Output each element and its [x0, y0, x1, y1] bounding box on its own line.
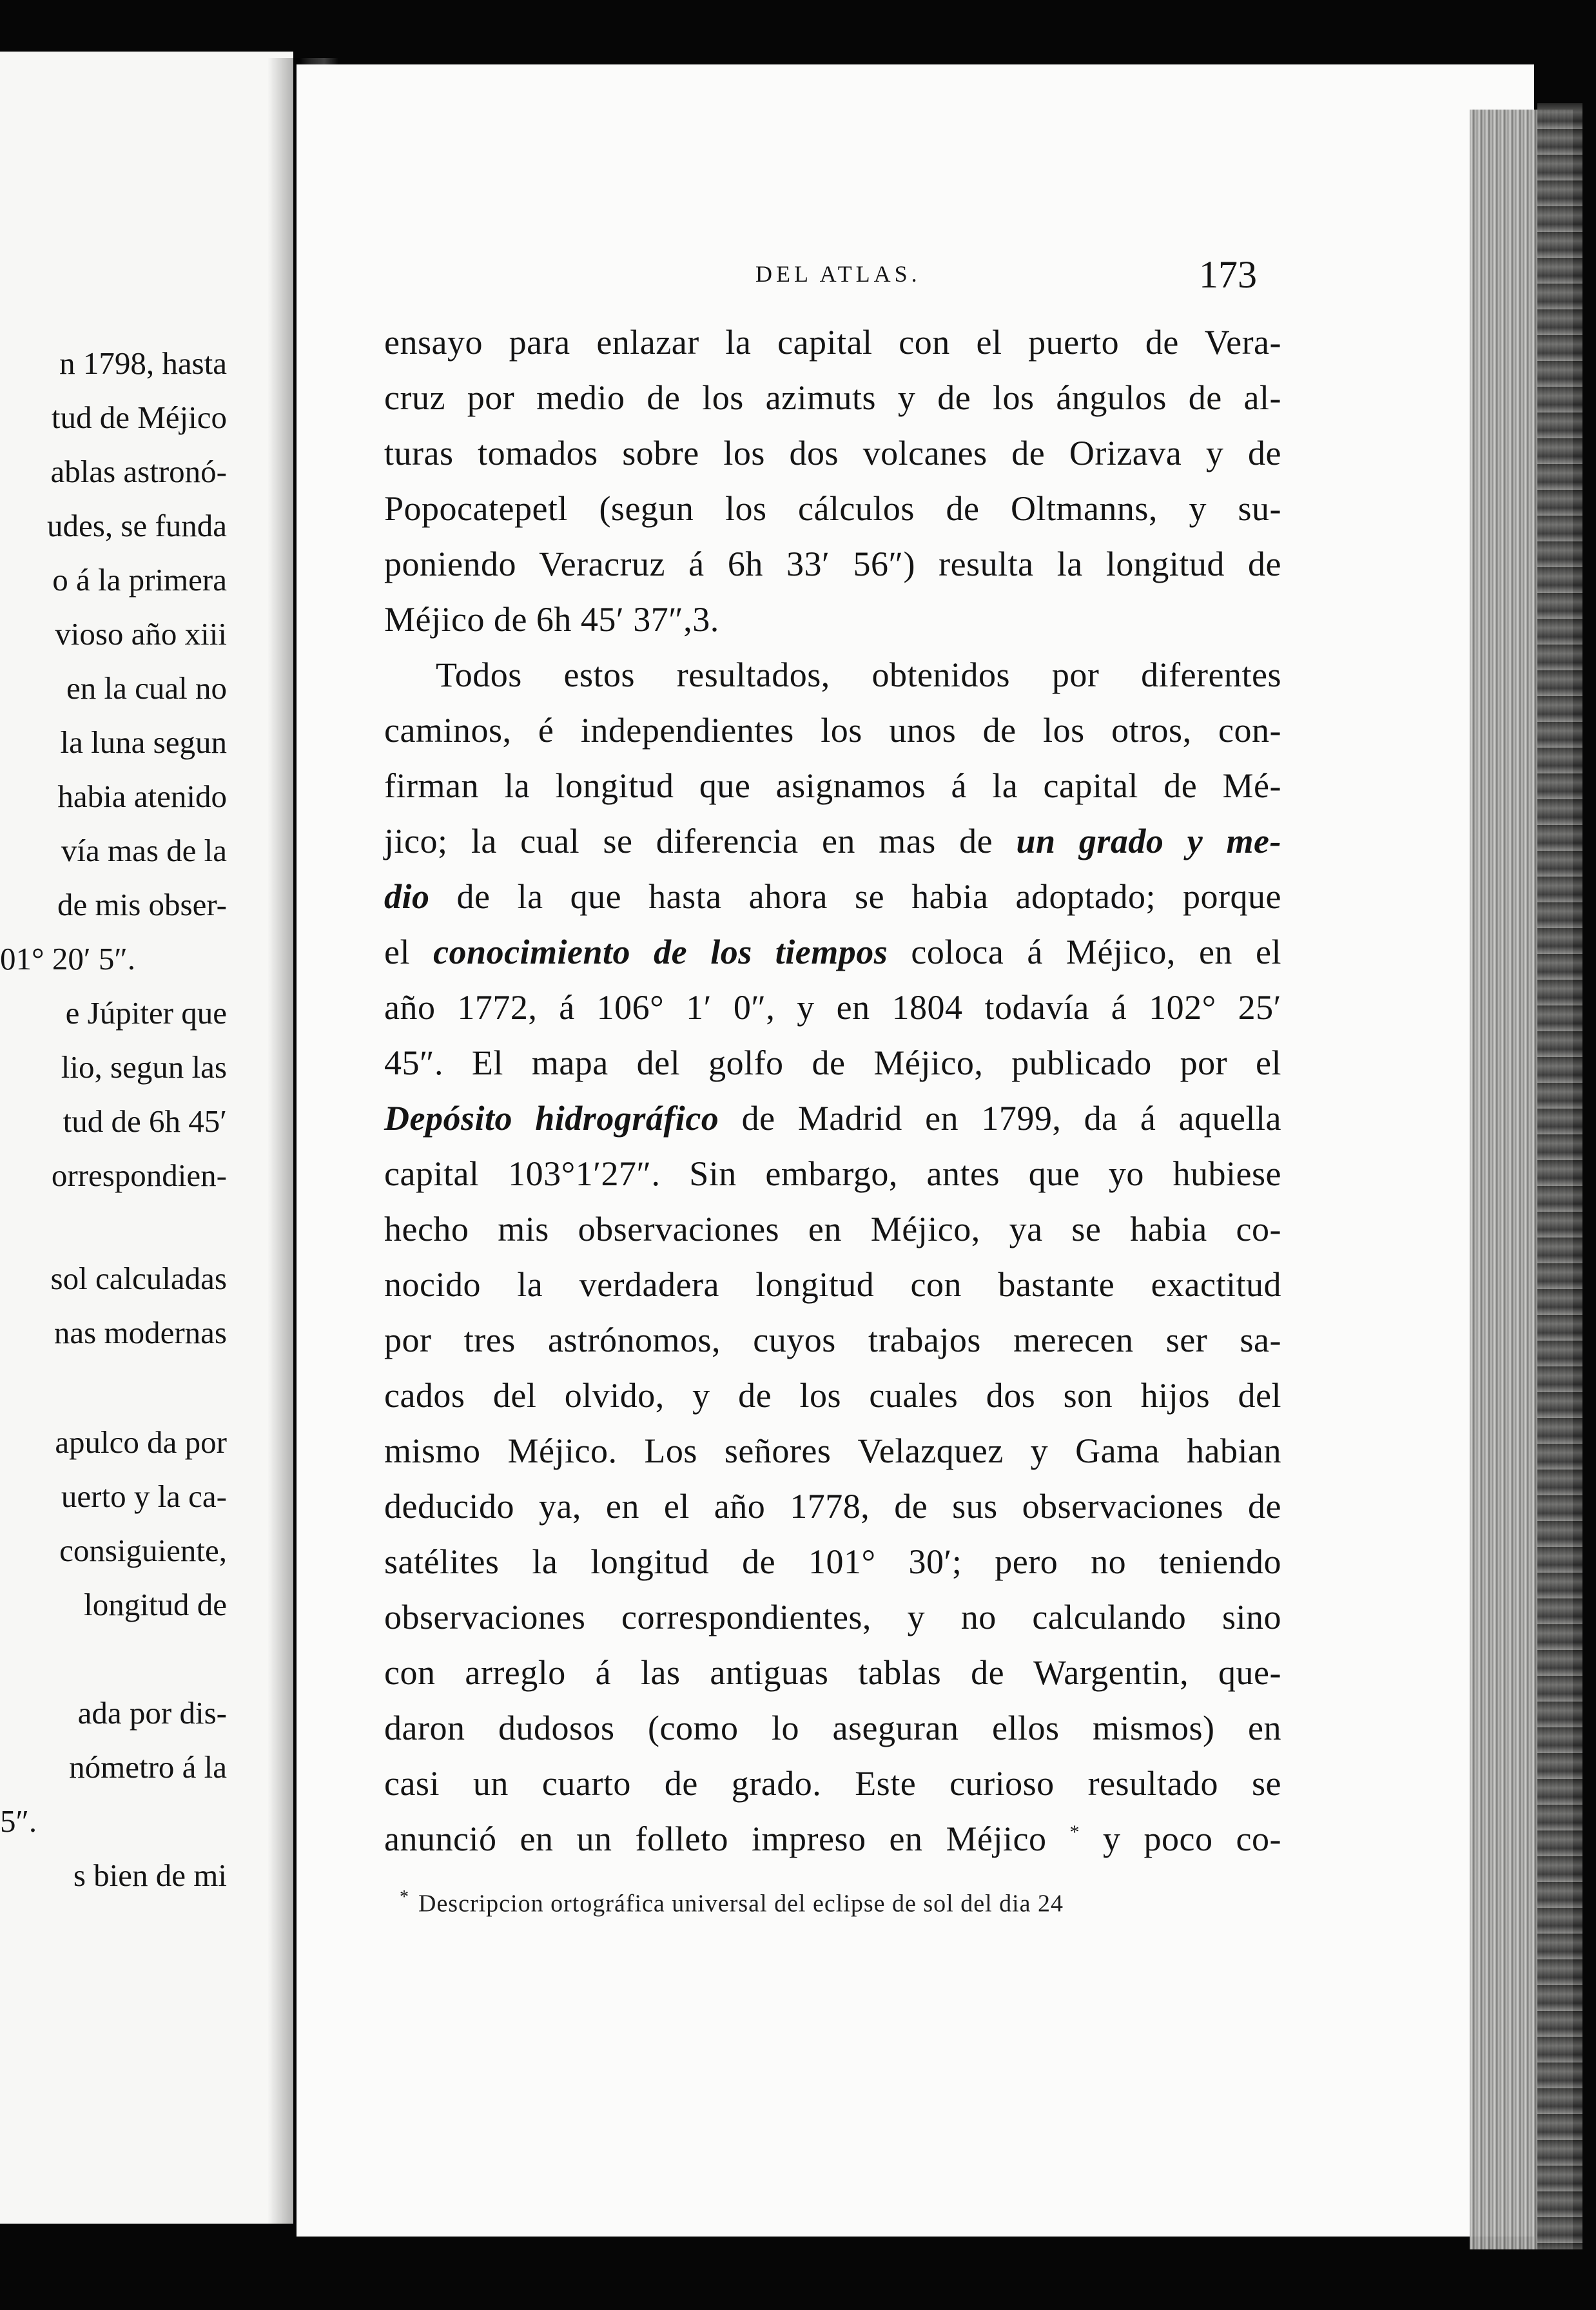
left-line: tud de Méjico [51, 400, 227, 435]
left-line: orrespondien- [51, 1158, 227, 1193]
text-line [384, 821, 1281, 861]
footnote-text: Descripcion ortográfica universal del eclipse de sol del dia 24 [418, 1890, 1064, 1917]
text-line: caminos, é independientes los unos de los otros, con- [384, 711, 1281, 750]
left-line: n 1798, hasta [59, 345, 227, 381]
text-line: daron dudosos (como lo aseguran ellos mismos) en [384, 1709, 1281, 1747]
text-line: deducido ya, en el año 1778, de sus observaciones de [384, 1487, 1281, 1526]
footnote [400, 1887, 1270, 1918]
text-line: cados del olvido, y de los cuales dos son hijos del [384, 1376, 1281, 1415]
text-line: año 1772, á 106° 1′ 0″, y en 1804 todavía á 102° 25′ [384, 988, 1281, 1027]
text-line: turas tomados sobre los dos volcanes de Orizava y de [384, 434, 1281, 472]
left-line: la luna segun [60, 724, 227, 760]
text-line: cruz por medio de los azimuts y de los ángulos de al- [384, 378, 1281, 417]
left-page [0, 52, 293, 2224]
text-line [384, 932, 1281, 972]
left-line: tud de 6h 45′ [63, 1103, 227, 1139]
text-segment: el [384, 933, 410, 971]
left-line: udes, se funda [47, 508, 227, 543]
text-line: satélites la longitud de 101° 30′; pero no teniendo [384, 1542, 1281, 1581]
text-line: poniendo Veracruz á 6h 33′ 56″) resulta la longitud de [384, 545, 1281, 583]
left-line: nas modernas [54, 1315, 227, 1350]
text-line: 45″. El mapa del golfo de Méjico, publicado por el [384, 1043, 1281, 1082]
running-head: DEL ATLAS. [755, 261, 921, 287]
text-line: mismo Méjico. Los señores Velazquez y Gama habian [384, 1432, 1281, 1470]
text-line: Todos estos resultados, obtenidos por diferentes [436, 655, 1281, 694]
text-segment: de Madrid en 1799, da á aquella [719, 1099, 1281, 1138]
text-line: capital 103°1′27″. Sin embargo, antes que yo hubiese [384, 1154, 1281, 1193]
left-line: en la cual no [66, 670, 227, 706]
text-segment: anunció en un folleto impreso en Méjico [384, 1820, 1047, 1858]
text-segment: coloca á Méjico, en el [888, 933, 1281, 971]
page-number: 173 [1199, 253, 1257, 296]
footnote-reference: * [1069, 1821, 1080, 1843]
text-line: hecho mis observaciones en Méjico, ya se habia co- [384, 1210, 1281, 1248]
text-line: firman la longitud que asignamos á la capital de Mé- [384, 766, 1281, 805]
left-line: apulco da por [55, 1424, 227, 1460]
text-line: casi un cuarto de grado. Este curioso resultado se [384, 1764, 1281, 1803]
italic-phrase: Depósito hidrográfico [384, 1099, 719, 1138]
text-line: Popocatepetl (segun los cálculos de Oltmanns, y su- [384, 489, 1281, 528]
text-line: por tres astrónomos, cuyos trabajos merecen ser sa- [384, 1321, 1281, 1359]
text-line: ensayo para enlazar la capital con el puerto de Vera- [384, 323, 1281, 362]
text-segment: y poco co- [1103, 1820, 1281, 1858]
left-line: longitud de [84, 1587, 227, 1622]
left-line: de mis obser- [57, 887, 227, 922]
left-line: ada por dis- [77, 1695, 227, 1731]
left-line: o á la primera [52, 562, 227, 597]
text-line: con arreglo á las antiguas tablas de Wargentin, que- [384, 1653, 1281, 1692]
italic-phrase: un grado y me- [1016, 822, 1282, 860]
text-segment: de la que hasta ahora se habia adoptado; porque [429, 877, 1281, 916]
text-line: nocido la verdadera longitud con bastante exactitud [384, 1265, 1281, 1304]
page-edges-shadow [1537, 103, 1582, 2249]
left-line: ablas astronó- [50, 454, 227, 489]
left-line: vioso año xiii [55, 616, 227, 652]
text-line [384, 1819, 1281, 1859]
left-line: vía mas de la [61, 833, 227, 868]
italic-phrase: conocimiento de los tiempos [433, 933, 888, 971]
left-line: habia atenido [57, 779, 227, 814]
text-line [384, 1098, 1281, 1138]
left-line: 5″. [0, 1803, 37, 1839]
text-segment: jico; la cual se diferencia en mas de [384, 822, 993, 860]
left-line: nómetro á la [69, 1749, 227, 1785]
footnote-marker: * [400, 1887, 409, 1907]
italic-phrase: dio [384, 877, 430, 916]
left-line: s bien de mi [73, 1858, 227, 1893]
left-line: lio, segun las [61, 1049, 227, 1085]
left-line: consiguiente, [59, 1533, 227, 1568]
text-line: observaciones correspondientes, y no calculando sino [384, 1598, 1281, 1636]
left-line: e Júpiter que [65, 995, 227, 1031]
left-line: 01° 20′ 5″. [0, 941, 135, 976]
left-line: sol calculadas [50, 1261, 227, 1296]
text-line [384, 877, 1281, 917]
text-line: Méjico de 6h 45′ 37″,3. [384, 600, 719, 639]
left-line: uerto y la ca- [61, 1479, 227, 1514]
